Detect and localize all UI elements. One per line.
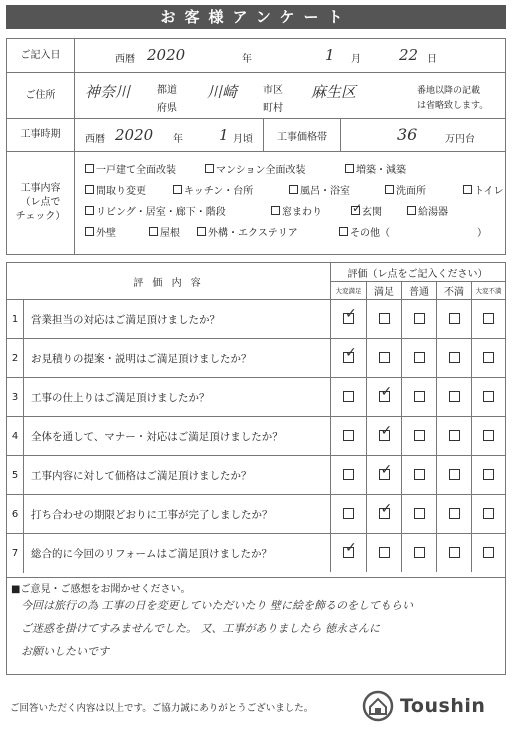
work-item-label: その他（ — [350, 228, 390, 239]
rating-checkbox[interactable] — [449, 547, 460, 558]
price-unit: 万円台 — [445, 134, 475, 145]
work-item-label: 間取り変更 — [96, 186, 146, 197]
work-checkbox[interactable] — [351, 206, 360, 215]
work-item — [463, 182, 504, 197]
question-number: 6 — [7, 495, 24, 533]
work-item-label: キッチン・台所 — [184, 186, 254, 197]
question-row — [7, 417, 505, 456]
column-divider — [436, 417, 437, 455]
question-row — [7, 300, 505, 339]
work-checkbox[interactable] — [345, 164, 354, 173]
column-divider — [330, 378, 331, 416]
rating-checkbox[interactable] — [379, 352, 390, 363]
rating-checkbox[interactable] — [449, 313, 460, 324]
date-month-unit: 月 — [351, 54, 361, 65]
date-era: 西暦 — [115, 54, 135, 65]
date-day: 22 — [399, 46, 419, 64]
comments-label: ■ご意見・ご感想をお聞かせください。 — [11, 584, 191, 595]
column-divider — [436, 495, 437, 533]
work-checkbox[interactable] — [85, 185, 94, 194]
work-checkbox[interactable] — [271, 206, 280, 215]
page-title: お客様アンケート — [6, 5, 506, 29]
work-item — [345, 161, 406, 176]
rating-checkbox[interactable] — [483, 430, 494, 441]
work-item — [85, 203, 226, 218]
work-label-line-1: 工事内容 — [20, 183, 61, 194]
rating-checkbox[interactable] — [483, 508, 494, 519]
rating-checkbox[interactable] — [379, 469, 390, 480]
question-text: お見積りの提案・説明はご満足頂けましたか？ — [31, 352, 252, 365]
column-divider — [401, 300, 402, 338]
column-divider — [401, 534, 402, 572]
question-text: 総合的に今回のリフォームはご満足頂けましたか？ — [31, 548, 272, 560]
work-item — [385, 182, 426, 197]
work-item — [205, 161, 306, 176]
work-item-label: 一戸建て全面改装 — [96, 165, 176, 176]
rating-checkbox[interactable] — [414, 508, 425, 519]
rating-checkbox[interactable] — [449, 469, 460, 480]
column-divider — [330, 456, 331, 494]
rating-checkbox[interactable] — [379, 430, 390, 441]
work-item-label: 給湯器 — [418, 207, 448, 218]
address-label: ご住所 — [7, 73, 75, 118]
column-divider — [330, 300, 331, 338]
work-checkbox[interactable] — [463, 185, 472, 194]
work-checkbox[interactable] — [85, 227, 94, 236]
period-year: 2020 — [115, 126, 154, 144]
question-text: 工事内容に対して価格はご満足頂けましたか？ — [31, 469, 252, 482]
address-note-2: は省略致します。 — [417, 101, 489, 111]
rating-checkbox[interactable] — [449, 430, 460, 441]
column-divider — [330, 495, 331, 533]
brand-logo — [362, 690, 485, 722]
work-item — [477, 224, 487, 239]
work-item-label: リビング・居室・廊下・階段 — [96, 207, 226, 218]
column-divider — [366, 417, 367, 455]
question-number: 3 — [7, 378, 24, 416]
question-number: 2 — [7, 339, 24, 377]
column-divider — [366, 495, 367, 533]
date-year-unit: 年 — [242, 54, 252, 65]
work-checkbox[interactable] — [85, 164, 94, 173]
address-city: 川崎 — [207, 83, 238, 101]
period-month: 1 — [219, 126, 229, 144]
rating-checkbox[interactable] — [483, 469, 494, 480]
price-label: 工事価格帯 — [263, 119, 341, 151]
work-item — [85, 224, 116, 239]
pref-type-top: 都道 — [157, 85, 177, 96]
column-divider — [366, 339, 367, 377]
price-value: 36 — [397, 125, 418, 144]
date-label: ご記入日 — [7, 39, 75, 72]
header-rating: 評価（レ点をご記入ください） — [347, 268, 488, 280]
rating-column-header: 不満 — [436, 281, 471, 299]
city-type-top: 市区 — [263, 85, 283, 96]
date-row — [7, 39, 505, 73]
column-divider — [330, 417, 331, 455]
comments-body — [21, 594, 501, 663]
rating-checkbox[interactable] — [483, 391, 494, 402]
work-item-label: 増築・減築 — [356, 165, 406, 176]
work-item — [351, 203, 382, 218]
period-year-unit: 年 — [173, 134, 183, 145]
work-item — [271, 203, 322, 218]
column-divider — [436, 339, 437, 377]
work-checkbox[interactable] — [197, 227, 206, 236]
work-checkbox[interactable] — [85, 206, 94, 215]
work-item — [407, 203, 448, 218]
evaluation-header — [7, 263, 505, 300]
brand-name: Toushin — [400, 695, 486, 717]
rating-checkbox[interactable] — [343, 313, 354, 324]
rating-checkbox[interactable] — [414, 430, 425, 441]
rating-checkbox[interactable] — [343, 469, 354, 480]
work-item — [149, 224, 180, 239]
column-divider — [330, 534, 331, 572]
comment-line-1: 今回は旅行の為 工事の日を変更していただいたり 壁に絵を飾るのをしてもらい — [21, 599, 413, 612]
work-checkbox[interactable] — [289, 185, 298, 194]
rating-column-header: 普通 — [401, 281, 436, 299]
work-item — [289, 182, 350, 197]
question-text: 打ち合わせの期限どおりに工事が完了しましたか？ — [31, 508, 273, 521]
house-logo-icon — [362, 690, 394, 722]
column-divider — [366, 456, 367, 494]
work-item — [197, 224, 298, 239]
rating-checkbox[interactable] — [379, 547, 390, 558]
header-content: 評 価 内 容 — [133, 277, 204, 289]
work-item-label: 窓まわり — [282, 207, 322, 218]
column-divider — [366, 378, 367, 416]
column-divider — [471, 495, 472, 533]
column-divider — [436, 534, 437, 572]
work-item-label: 玄関 — [362, 207, 382, 218]
work-checklist-row — [85, 221, 505, 242]
rating-checkbox[interactable] — [343, 508, 354, 519]
work-checkbox[interactable] — [407, 206, 416, 215]
column-divider — [436, 378, 437, 416]
work-item — [85, 161, 176, 176]
work-item — [85, 182, 146, 197]
work-checklist-row — [85, 179, 505, 200]
work-item-label: トイレ — [474, 186, 504, 197]
work-checkbox[interactable] — [149, 227, 158, 236]
period-row — [7, 119, 505, 152]
rating-checkbox[interactable] — [379, 313, 390, 324]
column-divider — [401, 378, 402, 416]
rating-checkbox[interactable] — [343, 391, 354, 402]
rating-column-header: 満足 — [366, 281, 401, 299]
rating-checkbox[interactable] — [379, 391, 390, 402]
column-divider — [471, 300, 472, 338]
question-number: 7 — [7, 534, 24, 573]
column-divider — [471, 534, 472, 572]
question-text: 全体を通して、マナー・対応はご満足頂けましたか？ — [31, 430, 283, 443]
column-divider — [401, 495, 402, 533]
work-content-row — [7, 152, 505, 254]
footer-text: ご回答いただく内容は以上です。ご協力誠にありがとうございました。 — [10, 703, 314, 714]
address-ward: 麻生区 — [311, 83, 357, 101]
column-divider — [471, 339, 472, 377]
work-checklist-row — [85, 200, 505, 221]
column-divider — [366, 300, 367, 338]
work-item-label: ） — [477, 228, 487, 239]
work-item — [173, 182, 253, 197]
question-text: 工事の仕上りはご満足頂けましたか？ — [31, 391, 210, 404]
work-checkbox[interactable] — [385, 185, 394, 194]
work-checkbox[interactable] — [339, 227, 348, 236]
column-divider — [471, 417, 472, 455]
date-day-unit: 日 — [427, 54, 437, 65]
column-divider — [471, 378, 472, 416]
rating-checkbox[interactable] — [414, 469, 425, 480]
city-type-bottom: 町村 — [263, 103, 283, 114]
rating-checkbox[interactable] — [483, 313, 494, 324]
address-prefecture: 神奈川 — [85, 83, 131, 101]
work-item-label: 風呂・浴室 — [300, 186, 350, 197]
address-row — [7, 73, 505, 119]
work-checklist-row — [85, 158, 505, 179]
column-divider — [401, 417, 402, 455]
rating-checkbox[interactable] — [379, 508, 390, 519]
rating-checkbox[interactable] — [449, 352, 460, 363]
work-label-line-3: チェック） — [15, 211, 66, 222]
pref-type-bottom: 府県 — [157, 103, 177, 114]
period-label: 工事時期 — [7, 119, 75, 151]
rating-checkbox[interactable] — [483, 352, 494, 363]
question-text: 営業担当の対応はご満足頂けましたか？ — [31, 313, 220, 326]
period-month-unit: 月頃 — [233, 134, 253, 145]
work-checkbox[interactable] — [205, 164, 214, 173]
work-label-line-2: （レ点で — [20, 197, 61, 208]
column-divider — [436, 300, 437, 338]
work-item-label: 外構・エクステリア — [208, 228, 298, 239]
rating-checkbox[interactable] — [414, 391, 425, 402]
column-divider — [330, 339, 331, 377]
work-checklist — [85, 158, 505, 242]
question-number: 1 — [7, 300, 24, 338]
column-divider — [401, 339, 402, 377]
rating-checkbox[interactable] — [449, 508, 460, 519]
rating-checkbox[interactable] — [449, 391, 460, 402]
rating-checkbox[interactable] — [343, 430, 354, 441]
question-row — [7, 378, 505, 417]
rating-checkbox[interactable] — [483, 547, 494, 558]
rating-column-header: 大変満足 — [330, 281, 366, 299]
column-divider — [436, 456, 437, 494]
customer-info-section — [6, 38, 506, 255]
column-divider — [366, 534, 367, 572]
question-row — [7, 495, 505, 534]
rating-checkbox[interactable] — [414, 313, 425, 324]
rating-column-header: 大変不満 — [471, 281, 505, 299]
work-item-label: 外壁 — [96, 228, 116, 239]
comment-line-3: お願いしたいです — [21, 645, 109, 658]
rating-checkbox[interactable] — [343, 547, 354, 558]
date-year: 2020 — [147, 46, 186, 64]
column-divider — [401, 456, 402, 494]
period-era: 西暦 — [85, 134, 105, 145]
question-row — [7, 534, 505, 573]
question-row — [7, 456, 505, 495]
work-item — [339, 224, 390, 239]
question-number: 5 — [7, 456, 24, 494]
address-note-1: 番地以降の記載 — [417, 86, 481, 96]
date-month: 1 — [325, 46, 335, 64]
work-item-label: 屋根 — [160, 228, 180, 239]
rating-checkbox[interactable] — [414, 547, 425, 558]
comment-line-2: ご迷惑を掛けてすみませんでした。 又、工事がありましたら 徳永さんに — [21, 622, 380, 635]
evaluation-section — [6, 262, 506, 578]
work-label — [7, 152, 75, 254]
rating-checkbox[interactable] — [343, 352, 354, 363]
comments-section — [6, 578, 506, 675]
work-checkbox[interactable] — [173, 185, 182, 194]
work-item-label: 洗面所 — [396, 186, 426, 197]
question-number: 4 — [7, 417, 24, 455]
rating-checkbox[interactable] — [414, 352, 425, 363]
column-divider — [471, 456, 472, 494]
question-row — [7, 339, 505, 378]
work-item-label: マンション全面改装 — [216, 165, 306, 176]
